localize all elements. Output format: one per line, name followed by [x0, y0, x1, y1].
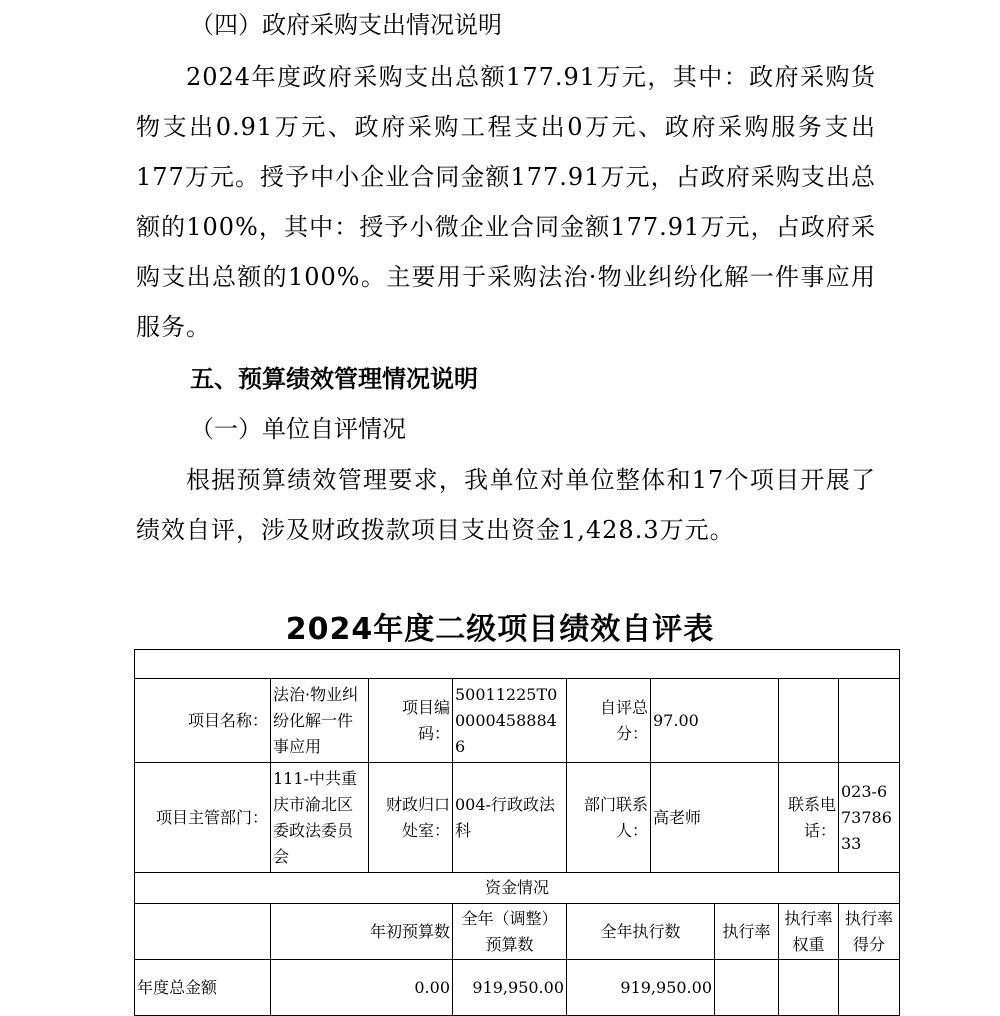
empty-cell	[779, 960, 839, 1016]
section4-paragraph: 2024年度政府采购支出总额177.91万元，其中：政府采购货物支出0.91万元、政府采购工程支出0万元、政府采购服务支出177万元。授予中小企业合同金额177.91万元，占政府采购支出总额的100%，其中：授予小微企业合同金额177.91万元，占政府采购支出总额的100%。主要用于采购法治·物业纠纷化解一件事应用服务。	[136, 63, 876, 341]
row-total-executed: 919,950.00	[567, 960, 715, 1016]
project-code-label: 项目编码：	[369, 679, 453, 763]
funds-header: 资金情况	[135, 873, 900, 904]
table-blank-row	[135, 650, 900, 679]
contact-value: 高老师	[651, 763, 779, 873]
dept-value: 111-中共重庆市渝北区委政法委员会	[271, 763, 369, 873]
col-exec-rate: 执行率	[715, 904, 779, 960]
self-evaluation-table	[134, 649, 900, 1016]
empty-cell	[779, 679, 839, 763]
finance-office-label: 财政归口处室：	[369, 763, 453, 873]
phone-value: 023-67378633	[839, 763, 900, 873]
col-initial-budget: 年初预算数	[271, 904, 453, 960]
row-total-adjusted: 919,950.00	[453, 960, 567, 1016]
section5-heading: 五、预算绩效管理情况说明	[190, 365, 478, 393]
col-executed: 全年执行数	[567, 904, 715, 960]
row-total-initial: 0.00	[271, 960, 453, 1016]
project-name-value: 法治·物业纠纷化解一件事应用	[271, 679, 369, 763]
empty-cell	[715, 960, 779, 1016]
finance-office-value: 004-行政政法科	[453, 763, 567, 873]
table-row-dept	[135, 763, 900, 873]
section4-heading: （四）政府采购支出情况说明	[190, 11, 502, 39]
table-row-column-headers	[135, 904, 900, 960]
empty-cell	[135, 904, 271, 960]
project-code-value: 50011225T000004588846	[453, 679, 567, 763]
dept-label: 项目主管部门：	[135, 763, 271, 873]
score-label: 自评总分：	[567, 679, 651, 763]
col-adjusted-budget: 全年（调整）预算数	[453, 904, 567, 960]
phone-label: 联系电话：	[779, 763, 839, 873]
sub1-paragraph: 根据预算绩效管理要求，我单位对单位整体和17个项目开展了绩效自评，涉及财政拨款项目支出资金1,428.3万元。	[136, 466, 876, 544]
col-rate-weight: 执行率权重	[779, 904, 839, 960]
project-name-label: 项目名称：	[135, 679, 271, 763]
table-row-total	[135, 960, 900, 1016]
row-total-label: 年度总金额	[135, 960, 271, 1016]
col-rate-score: 执行率得分	[839, 904, 900, 960]
table-row-funds-header	[135, 873, 900, 904]
empty-cell	[839, 679, 900, 763]
empty-cell	[839, 960, 900, 1016]
sub1-heading: （一）单位自评情况	[190, 415, 406, 443]
score-value: 97.00	[651, 679, 779, 763]
table-row-project	[135, 679, 900, 763]
table-title: 2024年度二级项目绩效自评表	[285, 612, 715, 647]
contact-label: 部门联系人：	[567, 763, 651, 873]
